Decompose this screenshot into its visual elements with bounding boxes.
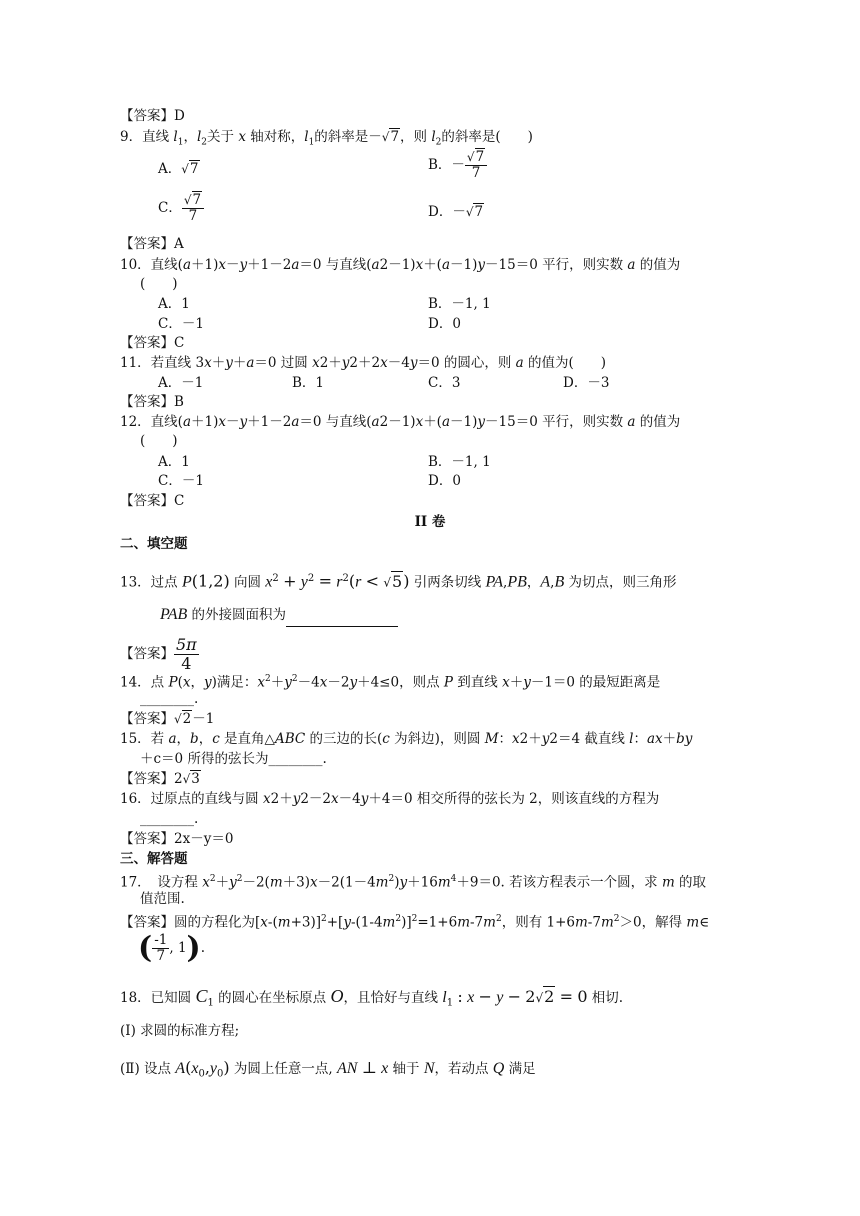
- question-11-option-b: B．1: [292, 375, 325, 391]
- answer-15: 【答案】2√3: [120, 771, 200, 787]
- question-18-part-2: (Ⅱ) 设点 $A(x_0,y_0)$ 为圆上任意一点, AN ⊥ x 轴于 N，若动点 Q 满足: [120, 1058, 536, 1080]
- question-14-stem-cont: ________.: [140, 691, 199, 707]
- question-13-stem-cont: PAB 的外接圆面积为: [160, 604, 398, 627]
- question-11-option-d: D．－3: [563, 375, 610, 391]
- question-18-part-1: (Ⅰ) 求圆的标准方程;: [120, 1023, 240, 1039]
- answer-17-label: 【答案】: [120, 914, 174, 931]
- question-10-option-a: A．1: [158, 296, 190, 312]
- answer-17-line-2: ( $\frac{-1}{7}$ , 1).: [138, 930, 206, 966]
- section-title-volume-2: II 卷: [414, 514, 446, 530]
- answer-10: 【答案】C: [120, 335, 185, 351]
- answer-17-line-1: 【答案】圆的方程化为$[x-(m+3)]^2+[y-(1-4m^2)]^2=1+6m-7m^2$，则有 $1+6m-7m^2>0$，解得 m∈: [120, 914, 710, 931]
- question-10-option-d: D．0: [428, 316, 461, 332]
- question-12-stem-cont: ( ): [140, 433, 178, 449]
- question-12-option-d: D．0: [428, 473, 461, 489]
- question-11-option-c: C．3: [428, 375, 461, 391]
- question-15-stem-cont: ＋c＝0 所得的弦长为________.: [140, 751, 327, 767]
- question-12-option-c: C．－1: [158, 473, 204, 489]
- question-17-stem: 17． 设方程 $x^2+y^2-2(m+3)x-2(1-4m^2)y+16m^4+9=0$. 若该方程表示一个圆，求 m 的取: [120, 874, 707, 891]
- question-9-option-c: C． $\frac{√7}{7}$: [158, 193, 204, 224]
- question-10-option-b: B．－1, 1: [428, 296, 491, 312]
- question-11-option-a: A．－1: [158, 375, 204, 391]
- answer-13-label: 【答案】: [120, 646, 174, 662]
- answer-11: 【答案】B: [120, 394, 184, 410]
- question-9-option-d: D．－√7: [428, 204, 484, 220]
- answer-16: 【答案】2x－y＝0: [120, 831, 234, 847]
- question-9-option-b: B．－ $\frac{√7}{7}$: [428, 150, 487, 181]
- section-solve-heading: 三、解答题: [120, 851, 188, 867]
- question-14-stem: 14．点 P(x，y)满足：$x^2+y^2-4x-2y+4\le 0$，则点 P 到直线 x＋y－1＝0 的最短距离是: [120, 674, 661, 691]
- question-15-stem: 15．若 a，b，c 是直角△ABC 的三边的长(c 为斜边)，则圆 M：x2＋y2＝4 截直线 l：ax＋by: [120, 731, 693, 747]
- answer-13: 【答案】 $\frac{5\pi}{4}$: [120, 635, 197, 673]
- answer-14-label: 【答案】: [120, 711, 174, 727]
- answer-12: 【答案】C: [120, 493, 185, 509]
- answer-9: 【答案】A: [120, 236, 184, 252]
- question-10-stem-cont: ( ): [140, 276, 178, 292]
- question-18-stem: 18．已知圆 $C_1$ 的圆心在坐标原点 O，且恰好与直线 $l_1$ : x − y − 2√2 = 0 相切.: [120, 986, 624, 1009]
- question-13-stem: 13．过点 P(1,2) 向圆 $x^2 + y^2 = r^2(r < √5)$ 引两条切线 PA,PB，A,B 为切点，则三角形: [120, 571, 677, 591]
- question-16-stem: 16．过原点的直线与圆 x2＋y2－2x－4y＋4＝0 相交所得的弦长为 2，则该直线的方程为: [120, 791, 660, 807]
- question-10-stem: 10．直线(a＋1)x－y＋1－2a＝0 与直线(a2－1)x＋(a－1)y－15＝0 平行，则实数 a 的值为: [120, 257, 681, 273]
- question-9-stem: 9．直线 $l_1$，$l_2$关于 x 轴对称，$l_1$的斜率是－√7，则 $l_2$的斜率是( ): [120, 129, 533, 148]
- question-12-stem: 12．直线(a＋1)x－y＋1－2a＝0 与直线(a2－1)x＋(a－1)y－15＝0 平行，则实数 a 的值为: [120, 414, 681, 430]
- answer-14: 【答案】√2－1: [120, 711, 215, 727]
- section-fill-in-heading: 二、填空题: [120, 536, 188, 552]
- question-16-stem-cont: ________.: [140, 811, 199, 827]
- question-12-option-a: A．1: [158, 454, 190, 470]
- answer-8: 【答案】D: [120, 108, 185, 124]
- question-9-option-a: A．√7: [158, 161, 199, 177]
- question-12-option-b: B．－1, 1: [428, 454, 491, 470]
- question-10-option-c: C．－1: [158, 316, 204, 332]
- question-17-stem-cont: 值范围.: [140, 891, 185, 907]
- question-11-stem: 11．若直线 3x＋y＋a＝0 过圆 x2＋y2＋2x－4y＝0 的圆心，则 a 的值为( ): [120, 355, 607, 371]
- answer-15-label: 【答案】: [120, 771, 174, 787]
